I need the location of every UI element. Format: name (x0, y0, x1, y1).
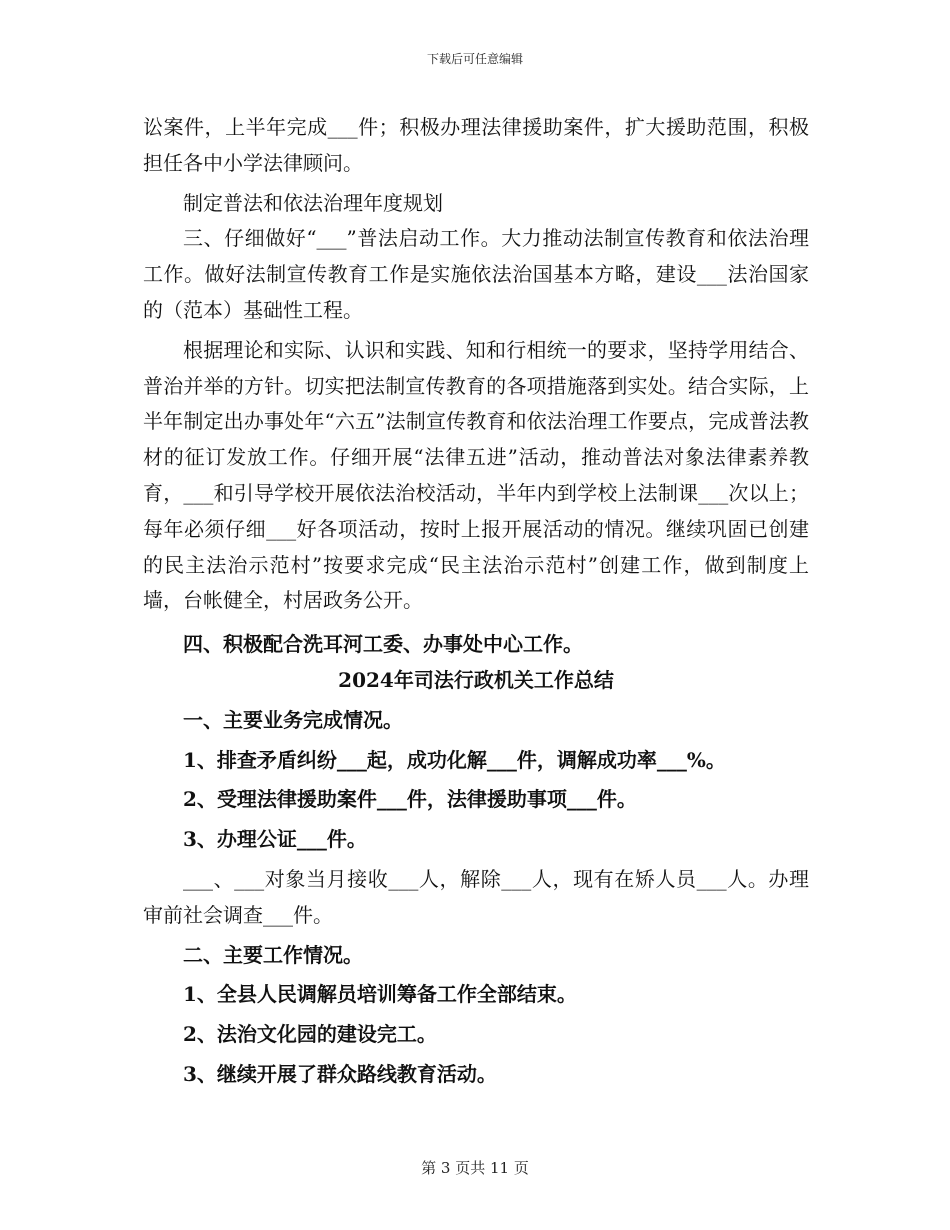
list-item-culture-park: 2、法治文化园的建设完工。 (183, 1022, 437, 1047)
section-heading-two: 二、主要工作情况。 (183, 942, 363, 967)
document-title: 2024年司法行政机关工作总结 (338, 667, 614, 692)
page-footer: 第 3 页共 11 页 (421, 1159, 529, 1177)
list-item-notary: 3、办理公证___件。 (183, 827, 367, 852)
paragraph-correction: ___、___对象当月接收___人，解除___人，现有在矫人员___人。办理审前社会调查___件。 (143, 866, 809, 927)
list-item-disputes: 1、排查矛盾纠纷___起，成功化解___件，调解成功率___%。 (183, 747, 726, 772)
list-item-education: 3、继续开展了群众路线教育活动。 (183, 1061, 497, 1086)
list-item-legal-aid: 2、受理法律援助案件___件，法律援助事项___件。 (183, 787, 637, 812)
paragraph-continuation: 讼案件，上半年完成___件；积极办理法律援助案件，扩大援助范围，积极担任各中小学法律顾问。 (143, 115, 809, 175)
list-item-training: 1、全县人民调解员培训筹备工作全部结束。 (183, 982, 577, 1007)
paragraph-plan-heading: 制定普法和依法治理年度规划 (183, 190, 443, 215)
section-heading-one: 一、主要业务完成情况。 (183, 707, 403, 732)
paragraph-section-three: 三、仔细做好“___”普法启动工作。大力推动法制宣传教育和依法治理工作。做好法制宣传教育工作是实施依法治国基本方略，建设___法治国家的（范本）基础性工程。 (143, 226, 809, 322)
page-header: 下载后可任意编辑 (426, 52, 523, 66)
paragraph-section-four: 四、积极配合洗耳河工委、办事处中心工作。 (183, 632, 583, 657)
paragraph-principles: 根据理论和实际、认识和实践、知和行相统一的要求，坚持学用结合、普治并举的方针。切实把法制宣传教育的各项措施落到实处。结合实际，上半年制定出办事处年“六五”法制宣传教育和依法治理工作要点，完成普法教材的征订发放工作。仔细开展“法律五进”活动，推动普法对象法律素养教育，___和引导学校开展依法治校活动，半年内到学校上法制课___次以上；每年必须仔细___好各项活动，按时上报开展活动的情况。继续巩固已创建的民主法治示范村”按要求完成“民主法治示范村”创建工作，做到制度上墙，台帐健全，村居政务公开。 (143, 337, 809, 613)
document-body (143, 110, 809, 1093)
